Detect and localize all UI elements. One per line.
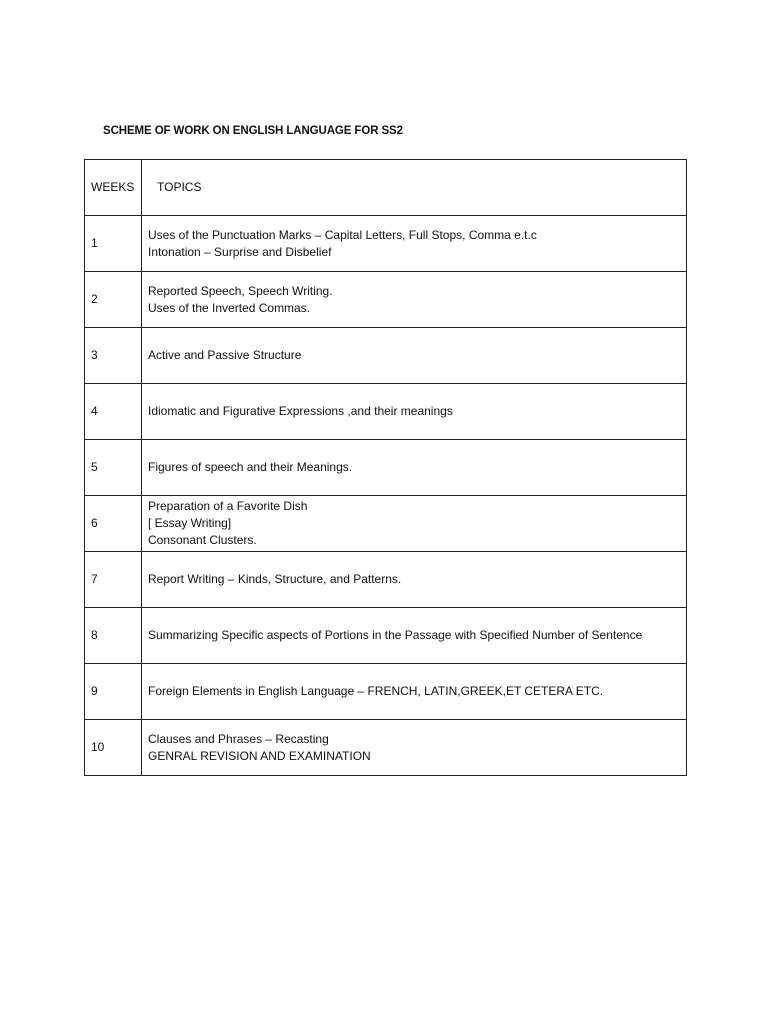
topic-line: Figures of speech and their Meanings. — [148, 460, 353, 474]
topic-line: Intonation – Surprise and Disbelief — [148, 244, 332, 259]
table-row — [85, 552, 687, 608]
table-row — [85, 720, 687, 776]
table-row — [85, 272, 687, 328]
week-number: 7 — [85, 552, 142, 608]
week-number: 6 — [85, 496, 142, 552]
topic-cell — [142, 216, 687, 272]
topic-cell — [142, 608, 687, 664]
table-row — [85, 216, 687, 272]
week-number: 5 — [85, 440, 142, 496]
topic-line: Reported Speech, Speech Writing. — [148, 283, 333, 298]
table-row — [85, 608, 687, 664]
topic-cell — [142, 384, 687, 440]
topic-cell — [142, 440, 687, 496]
topic-cell — [142, 272, 687, 328]
topic-cell — [142, 552, 687, 608]
topic-line: Uses of the Punctuation Marks – Capital Letters, Full Stops, Comma e.t.c — [148, 227, 537, 242]
topic-line: Report Writing – Kinds, Structure, and Patterns. — [148, 572, 402, 586]
topic-line: Foreign Elements in English Language – FRENCH, LATIN,GREEK,ET CETERA ETC. — [148, 684, 604, 698]
week-number: 2 — [85, 272, 142, 328]
topic-cell — [142, 496, 687, 552]
document-title: SCHEME OF WORK ON ENGLISH LANGUAGE FOR SS2 — [103, 125, 403, 137]
week-number: 3 — [85, 328, 142, 384]
week-number: 9 — [85, 664, 142, 720]
table-row — [85, 328, 687, 384]
table-row — [85, 496, 687, 552]
table-row — [85, 664, 687, 720]
topics-column-header: TOPICS — [142, 160, 687, 216]
topic-line: GENRAL REVISION AND EXAMINATION — [148, 748, 371, 763]
weeks-column-header: WEEKS — [85, 160, 142, 216]
table-header-row — [85, 160, 687, 216]
week-number: 10 — [85, 720, 142, 776]
week-number: 8 — [85, 608, 142, 664]
week-number: 1 — [85, 216, 142, 272]
week-number: 4 — [85, 384, 142, 440]
topic-line: Summarizing Specific aspects of Portions in the Passage with Specified Number of Sentence — [148, 628, 643, 642]
topic-line: [ Essay Writing] — [148, 516, 232, 530]
topic-cell — [142, 664, 687, 720]
topic-line: Active and Passive Structure — [148, 348, 302, 362]
topic-cell — [142, 720, 687, 776]
topic-line: Idiomatic and Figurative Expressions ,and their meanings — [148, 404, 453, 418]
topic-line: Uses of the Inverted Commas. — [148, 300, 311, 315]
topic-cell — [142, 328, 687, 384]
topic-line: Consonant Clusters. — [148, 533, 257, 547]
table-row — [85, 384, 687, 440]
topic-line: Preparation of a Favorite Dish — [148, 499, 308, 513]
table-row — [85, 440, 687, 496]
scheme-table — [84, 159, 687, 776]
topic-line: Clauses and Phrases – Recasting — [148, 731, 329, 746]
